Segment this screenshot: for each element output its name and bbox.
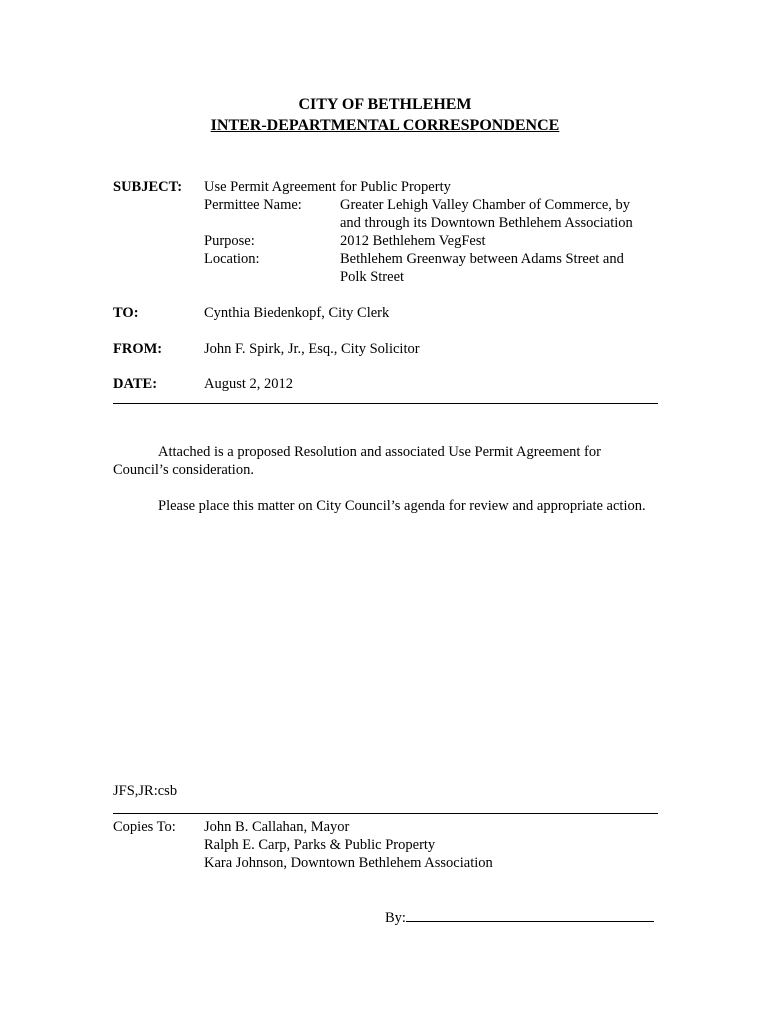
location-line-1: Bethlehem Greenway between Adams Street and <box>340 251 624 267</box>
header-divider <box>113 403 658 404</box>
body-paragraph-1: Attached is a proposed Resolution and associated Use Permit Agreement for Council’s consideration. <box>113 444 601 478</box>
to-label: TO: <box>113 305 139 321</box>
copies-recipient: John B. Callahan, Mayor <box>204 819 350 835</box>
subject-text: Use Permit Agreement for Public Property <box>204 179 451 195</box>
subject-label: SUBJECT: <box>113 179 183 195</box>
location-label: Location: <box>204 251 260 267</box>
document-title: CITY OF BETHLEHEM <box>298 96 472 113</box>
document-subtitle: INTER-DEPARTMENTAL CORRESPONDENCE <box>210 117 560 134</box>
permittee-line-1: Greater Lehigh Valley Chamber of Commerce, by <box>340 197 631 213</box>
location-line-2: Polk Street <box>340 269 405 285</box>
to-value: Cynthia Biedenkopf, City Clerk <box>204 305 390 321</box>
from-value: John F. Spirk, Jr., Esq., City Solicitor <box>204 341 420 357</box>
copies-recipient: Kara Johnson, Downtown Bethlehem Association <box>204 855 493 871</box>
from-label: FROM: <box>113 341 163 357</box>
initials: JFS,JR:csb <box>113 783 178 799</box>
date-label: DATE: <box>113 376 158 392</box>
signature-line[interactable] <box>406 907 654 922</box>
signature-label: By: <box>385 910 406 926</box>
permittee-line-2: and through its Downtown Bethlehem Association <box>340 215 633 231</box>
signature-block <box>385 907 654 927</box>
purpose-label: Purpose: <box>204 233 255 249</box>
date-value: August 2, 2012 <box>204 376 294 392</box>
purpose-value: 2012 Bethlehem VegFest <box>340 233 486 249</box>
copies-label: Copies To: <box>113 819 176 835</box>
body-paragraph-2: Please place this matter on City Council’s agenda for review and appropriate action. <box>158 498 646 514</box>
copies-divider <box>113 813 658 814</box>
copies-recipient: Ralph E. Carp, Parks & Public Property <box>204 837 436 853</box>
permittee-label: Permittee Name: <box>204 197 302 213</box>
